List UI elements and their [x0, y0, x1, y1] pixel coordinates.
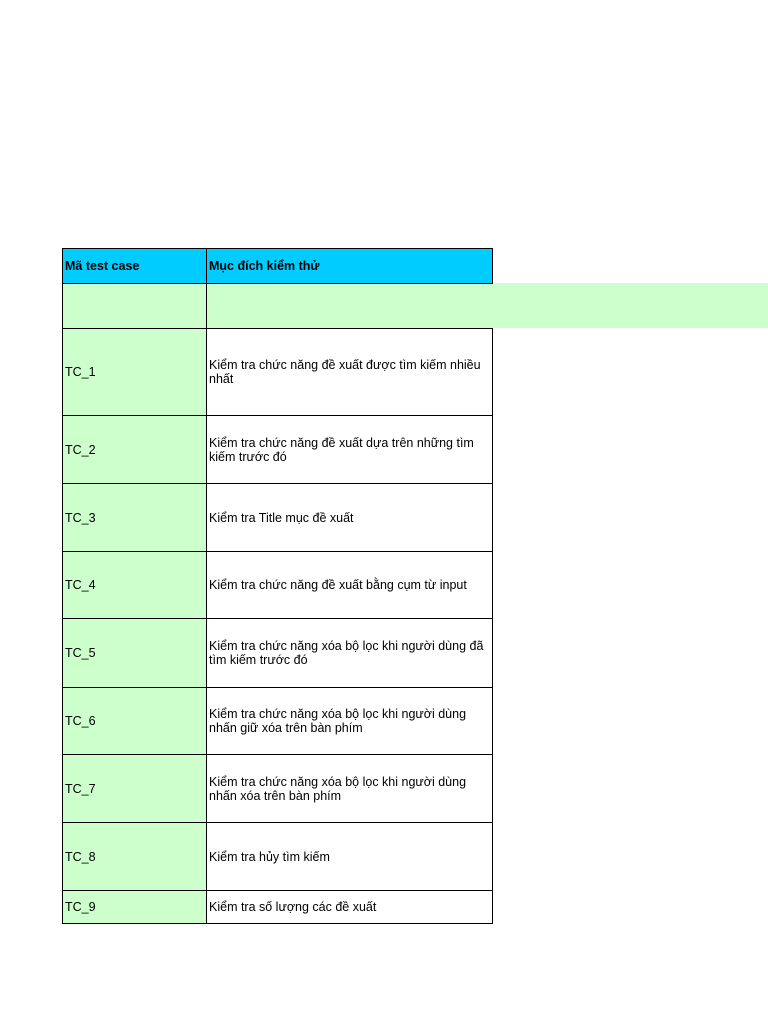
test-case-purpose-cell[interactable]: Kiểm tra chức năng xóa bộ lọc khi người dùng đã tìm kiếm trước đó: [206, 618, 493, 687]
table-row: [62, 687, 493, 754]
test-case-id-cell[interactable]: TC_8: [62, 822, 206, 890]
test-case-id-cell[interactable]: TC_9: [62, 890, 206, 924]
test-case-id-cell[interactable]: TC_1: [62, 328, 206, 415]
test-case-id-cell[interactable]: TC_3: [62, 483, 206, 551]
test-case-id-cell[interactable]: TC_6: [62, 687, 206, 754]
table-row: [62, 754, 493, 822]
table-row: [62, 822, 493, 890]
table-row: [62, 415, 493, 483]
test-case-id-cell[interactable]: TC_7: [62, 754, 206, 822]
test-case-id-cell[interactable]: TC_4: [62, 551, 206, 618]
test-case-purpose-cell[interactable]: Kiểm tra chức năng xóa bộ lọc khi người dùng nhấn giữ xóa trên bàn phím: [206, 687, 493, 754]
band-cell-purpose[interactable]: [206, 283, 493, 328]
test-case-purpose-cell[interactable]: Kiểm tra hủy tìm kiếm: [206, 822, 493, 890]
table-row: [62, 551, 493, 618]
header-test-purpose[interactable]: Mục đích kiểm thử: [206, 248, 493, 283]
band-cell-id[interactable]: [62, 283, 206, 328]
test-case-purpose-cell[interactable]: Kiểm tra chức năng đề xuất được tìm kiếm nhiều nhất: [206, 328, 493, 415]
test-case-purpose-cell[interactable]: Kiểm tra số lượng các đề xuất: [206, 890, 493, 924]
band-extension: [493, 283, 768, 328]
test-case-purpose-cell[interactable]: Kiểm tra chức năng đề xuất dựa trên những tìm kiếm trước đó: [206, 415, 493, 483]
test-case-purpose-cell[interactable]: Kiểm tra chức năng đề xuất bằng cụm từ input: [206, 551, 493, 618]
header-test-case-id[interactable]: Mã test case: [62, 248, 206, 283]
table-row: [62, 618, 493, 687]
table-row: [62, 328, 493, 415]
table-row: [62, 890, 493, 924]
test-case-table: [62, 248, 493, 924]
test-case-purpose-cell[interactable]: Kiểm tra Title mục đề xuất: [206, 483, 493, 551]
test-case-purpose-cell[interactable]: Kiểm tra chức năng xóa bộ lọc khi người dùng nhấn xóa trên bàn phím: [206, 754, 493, 822]
test-case-id-cell[interactable]: TC_2: [62, 415, 206, 483]
table-header-row: [62, 248, 493, 283]
table-row: [62, 483, 493, 551]
section-band-row: [62, 283, 493, 328]
test-case-id-cell[interactable]: TC_5: [62, 618, 206, 687]
